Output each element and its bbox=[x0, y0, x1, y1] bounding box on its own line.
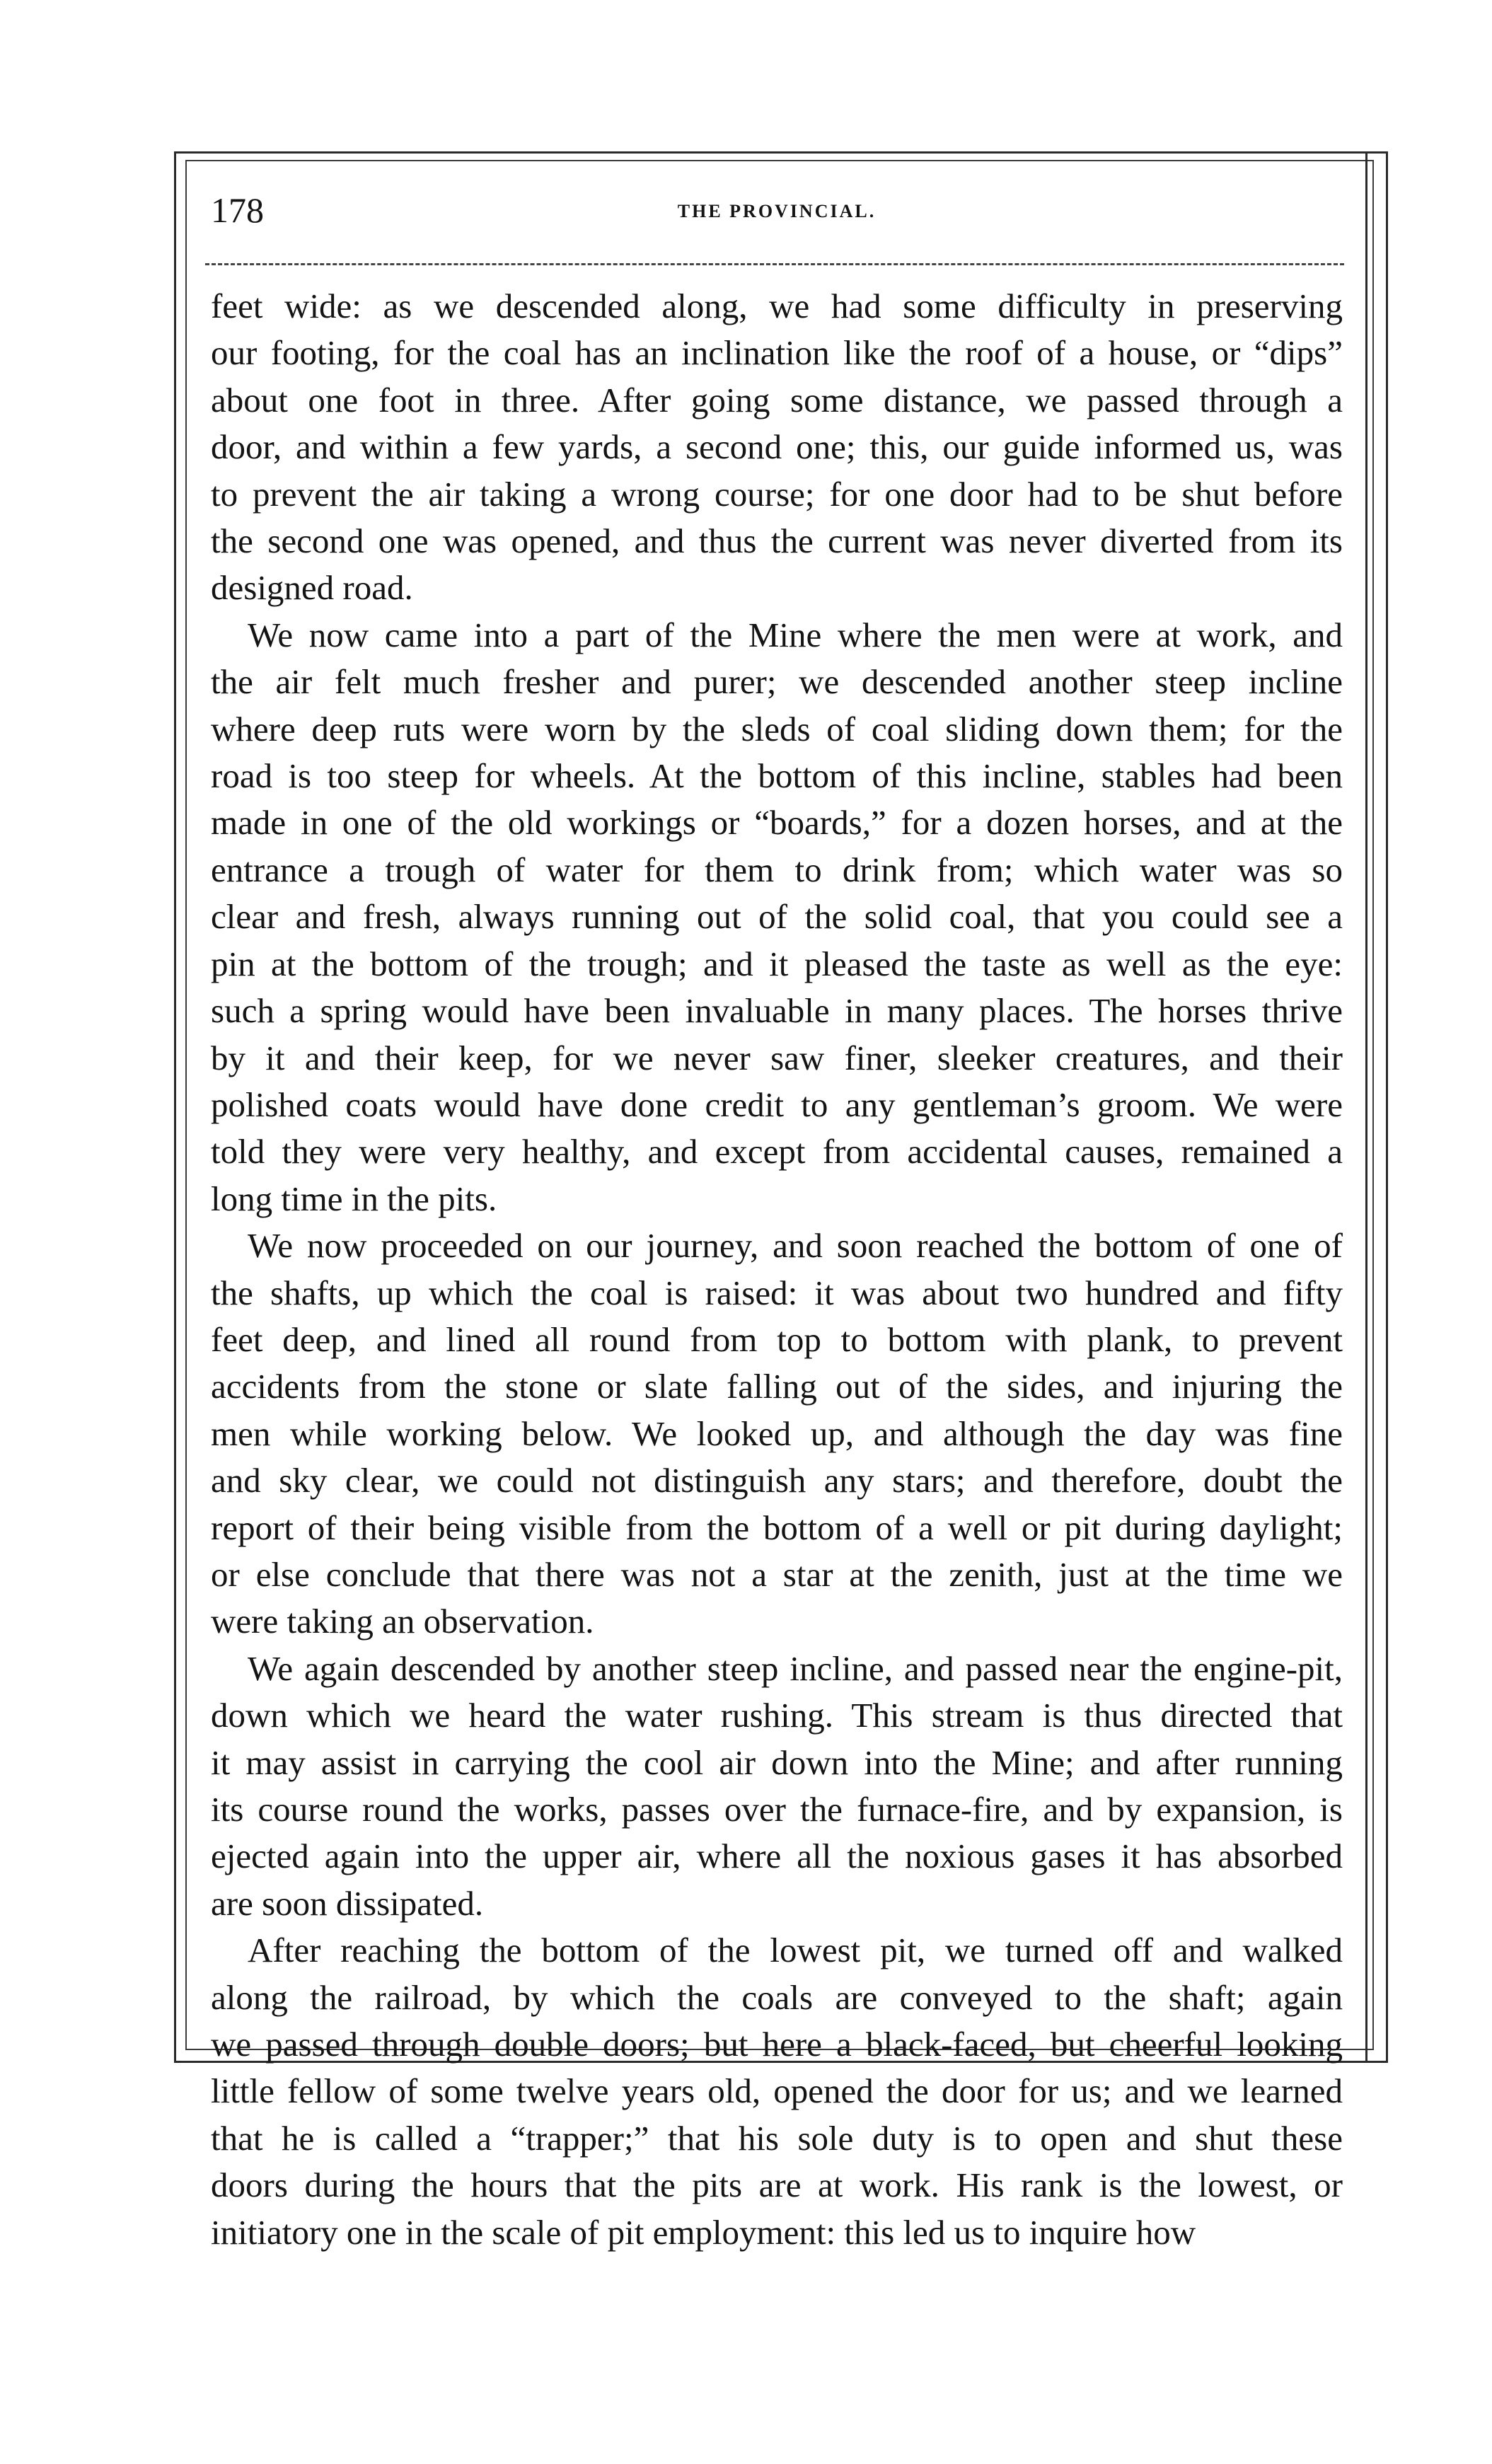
text-line: polished coats would have done credit to any gentleman’s groom. We were bbox=[211, 1084, 1343, 1124]
paragraph bbox=[211, 283, 1343, 612]
paragraph bbox=[211, 612, 1343, 1222]
text-line: and sky clear, we could not distinguish any stars; and therefore, doubt the bbox=[211, 1461, 1343, 1500]
text-line: about one foot in three. After going some distance, we passed through a bbox=[211, 380, 1343, 420]
text-line: feet wide: as we descended along, we had some difficulty in preserving bbox=[211, 287, 1343, 325]
text-line: men while working below. We looked up, and although the day was fine bbox=[211, 1413, 1343, 1453]
text-line: clear and fresh, always running out of the solid coal, that you could see a bbox=[211, 897, 1343, 937]
text-line: report of their being visible from the bottom of a well or pit during daylight; bbox=[211, 1508, 1343, 1547]
text-line: designed road. bbox=[211, 568, 413, 608]
text-line: feet deep, and lined all round from top to bottom with plank, to prevent bbox=[211, 1319, 1343, 1359]
text-line: or else conclude that there was not a star at the zenith, just at the time we bbox=[211, 1554, 1343, 1594]
text-line: ejected again into the upper air, where all the noxious gases it has absorbed bbox=[211, 1837, 1343, 1876]
text-line: to prevent the air taking a wrong course; for one door had to be shut before bbox=[211, 474, 1343, 514]
page-number: 178 bbox=[211, 190, 264, 230]
text-line: doors during the hours that the pits are at work. His rank is the lowest, or bbox=[211, 2165, 1343, 2205]
text-line: We now came into a part of the Mine where the men were at work, and bbox=[248, 615, 1343, 654]
text-line: made in one of the old workings or “boards,” for a dozen horses, and at the bbox=[211, 803, 1343, 843]
text-line: accidents from the stone or slate falling out of the sides, and injuring the bbox=[211, 1367, 1343, 1406]
text-line: by it and their keep, for we never saw finer, sleeker creatures, and their bbox=[211, 1038, 1343, 1077]
text-line: the shafts, up which the coal is raised: it was about two hundred and fifty bbox=[211, 1273, 1343, 1312]
text-line: pin at the bottom of the trough; and it pleased the taste as well as the eye: bbox=[211, 944, 1343, 983]
text-line: that he is called a “trapper;” that his sole duty is to open and shut these bbox=[211, 2118, 1343, 2158]
text-line: the air felt much fresher and purer; we descended another steep incline bbox=[211, 662, 1343, 702]
text-line: where deep ruts were worn by the sleds of coal sliding down them; for the bbox=[211, 709, 1343, 748]
text-line: we passed through double doors; but here a black-faced, but cheerful looking bbox=[211, 2025, 1343, 2064]
running-title: THE PROVINCIAL. bbox=[677, 201, 877, 221]
page-header bbox=[211, 185, 1343, 249]
text-line: long time in the pits. bbox=[211, 1179, 497, 1218]
text-line: told they were very healthy, and except from accidental causes, remained a bbox=[211, 1132, 1343, 1172]
text-line: We now proceeded on our journey, and soon reached the bottom of one of bbox=[248, 1226, 1343, 1266]
text-line: little fellow of some twelve years old, opened the door for us; and we learned bbox=[211, 2071, 1343, 2111]
paragraph bbox=[211, 1645, 1343, 1927]
text-line: it may assist in carrying the cool air down into the Mine; and after running bbox=[211, 1742, 1343, 1782]
body-text bbox=[211, 283, 1343, 2256]
text-line: entrance a trough of water for them to drink from; which water was so bbox=[211, 850, 1343, 889]
text-line: along the railroad, by which the coals are conveyed to the shaft; again bbox=[211, 1977, 1343, 2017]
text-line: After reaching the bottom of the lowest pit, we turned off and walked bbox=[248, 1931, 1343, 1970]
text-line: We again descended by another steep incline, and passed near the engine-pit, bbox=[248, 1648, 1343, 1688]
text-line: were taking an observation. bbox=[211, 1602, 594, 1641]
text-line: initiatory one in the scale of pit employment: this led us to inquire how bbox=[211, 2212, 1196, 2252]
text-line: such a spring would have been invaluable in many places. The horses thrive bbox=[211, 991, 1343, 1031]
page-border-right-rule bbox=[1365, 151, 1367, 2063]
paragraph bbox=[211, 1222, 1343, 1645]
text-line: its course round the works, passes over the furnace-fire, and by expansion, is bbox=[211, 1790, 1343, 1829]
paragraph bbox=[211, 1927, 1343, 2256]
text-line: road is too steep for wheels. At the bottom of this incline, stables had been bbox=[211, 756, 1343, 796]
text-line: door, and within a few yards, a second one; this, our guide informed us, was bbox=[211, 427, 1343, 467]
header-rule bbox=[205, 263, 1344, 265]
text-line: our footing, for the coal has an inclination like the roof of a house, or “dips” bbox=[211, 333, 1343, 373]
text-line: are soon dissipated. bbox=[211, 1883, 484, 1923]
text-line: the second one was opened, and thus the current was never diverted from its bbox=[211, 521, 1343, 561]
text-line: down which we heard the water rushing. This stream is thus directed that bbox=[211, 1696, 1343, 1735]
